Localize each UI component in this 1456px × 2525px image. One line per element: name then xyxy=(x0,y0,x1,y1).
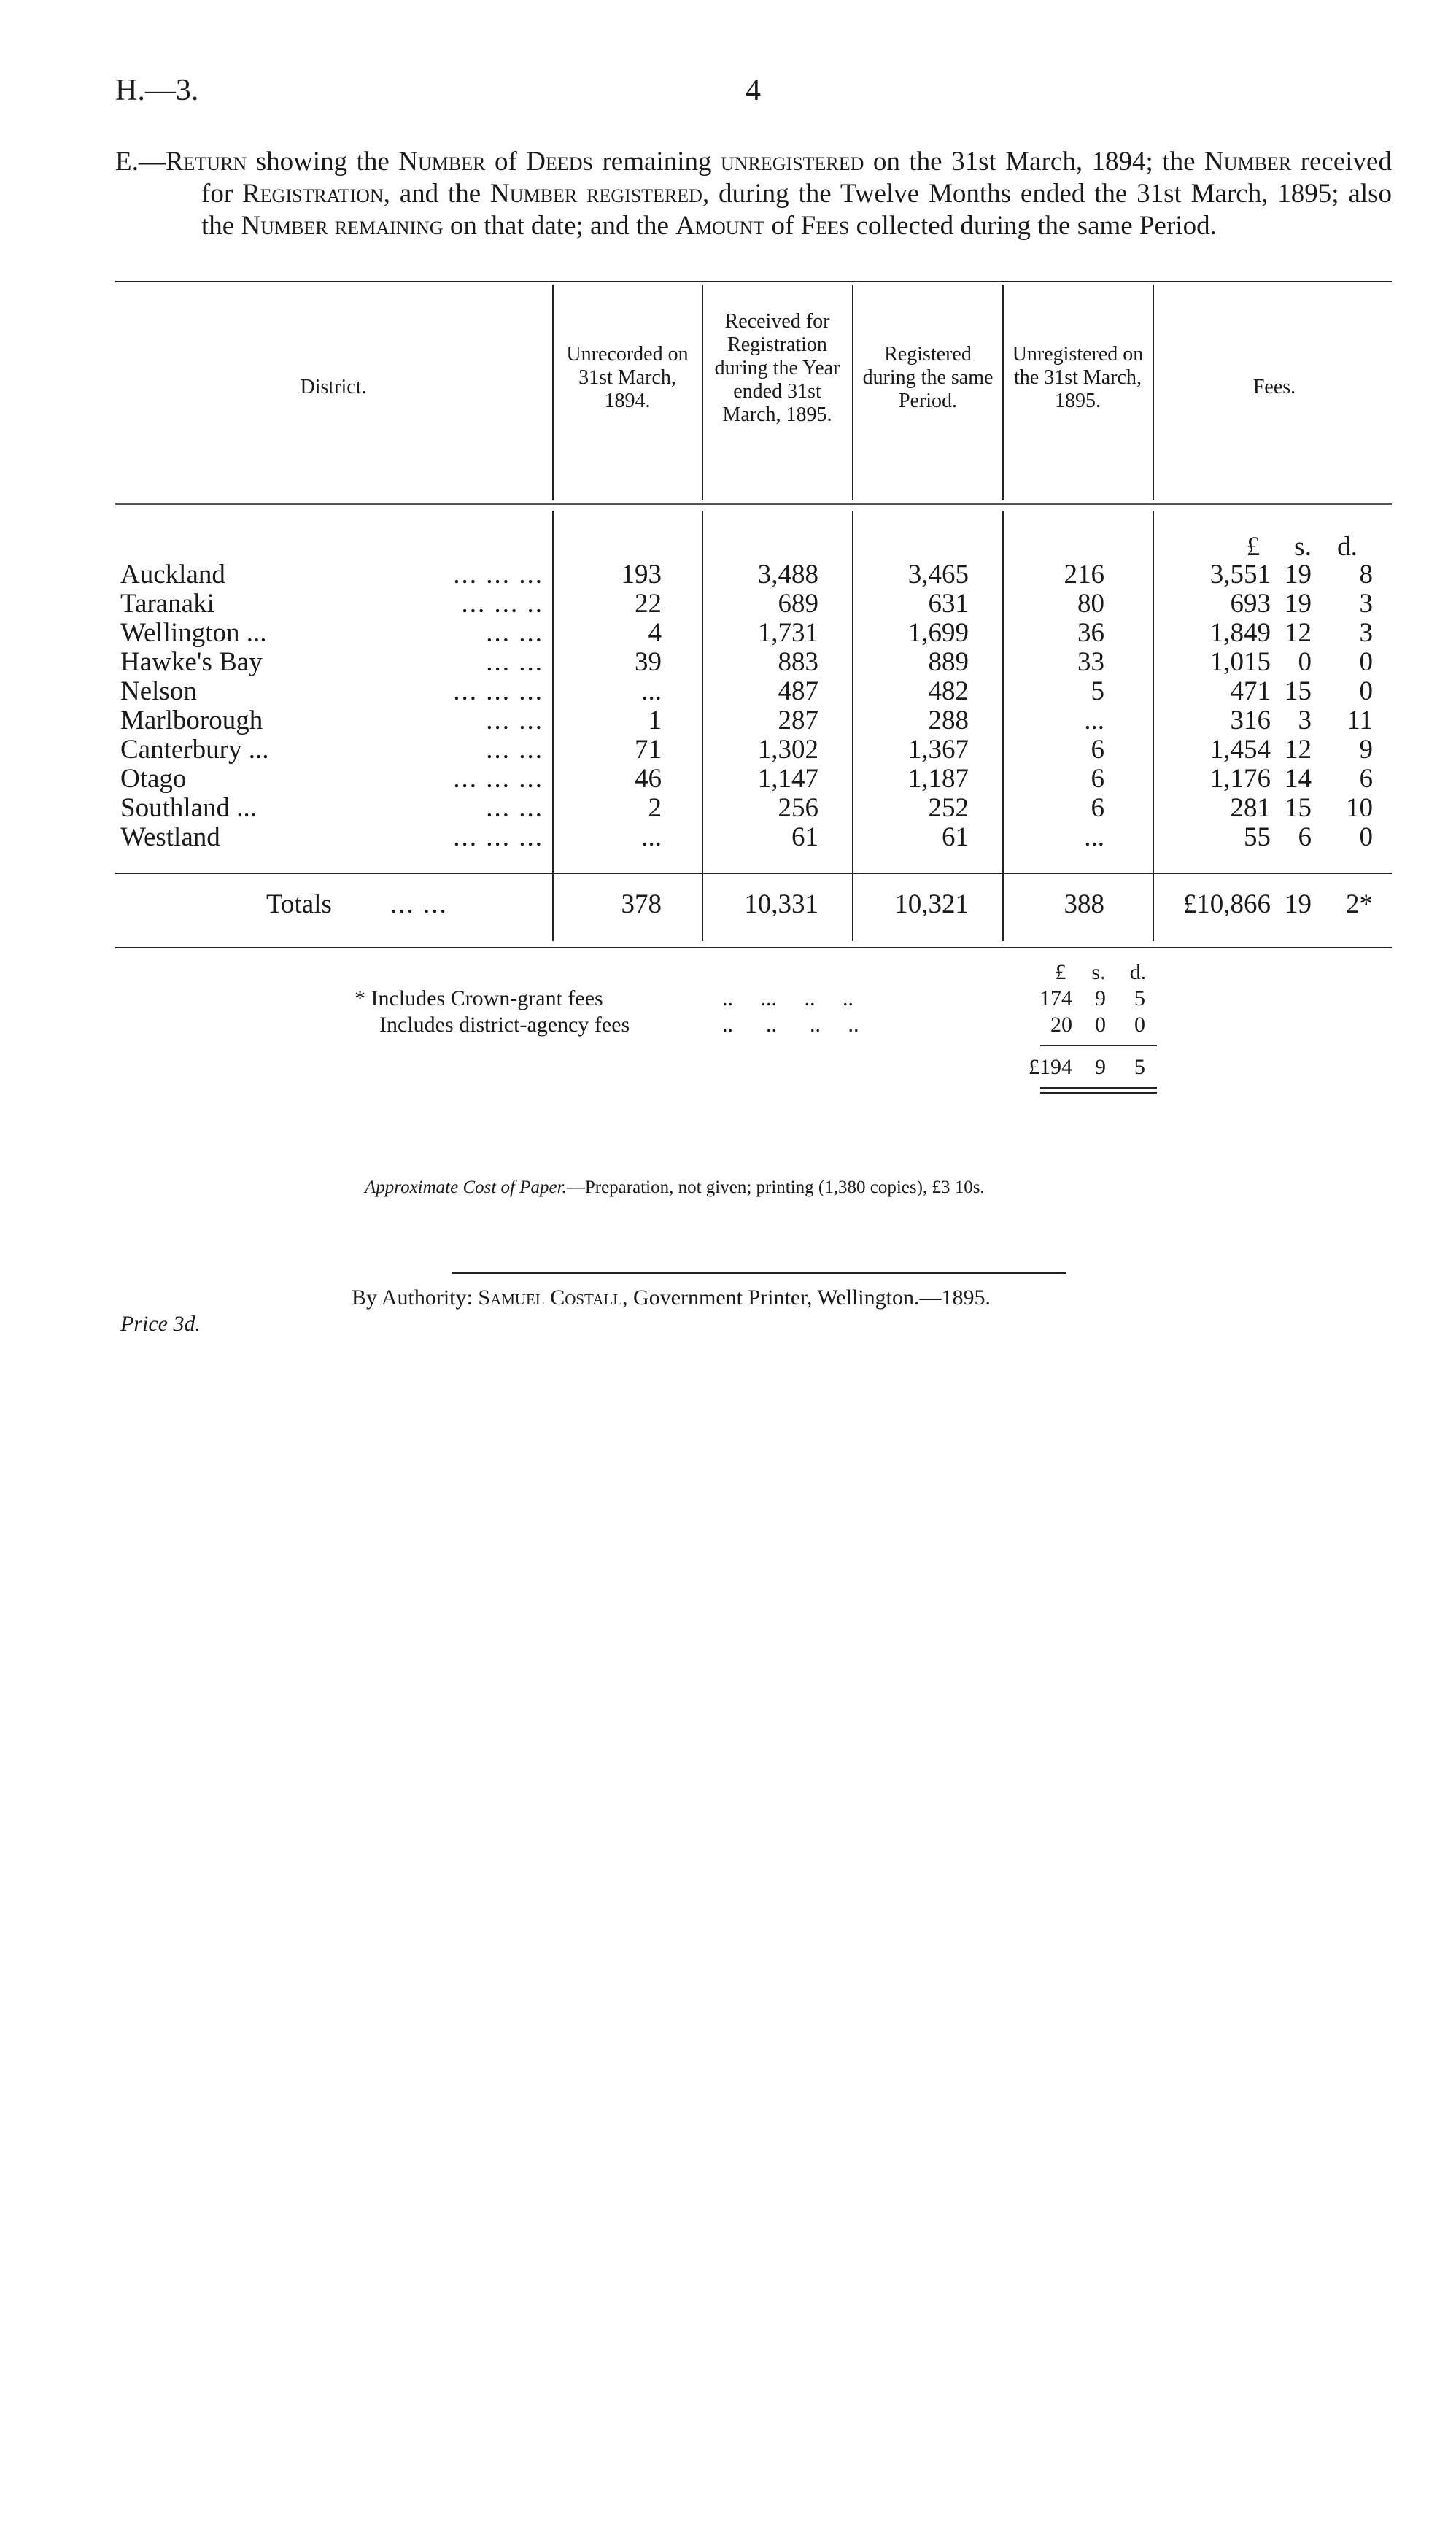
cell-fees-shillings: 0 xyxy=(1298,647,1312,677)
title-prefix: E.— xyxy=(115,147,166,177)
cell-district: Southland ... xyxy=(120,793,257,823)
col-header-fees: Fees. xyxy=(1252,376,1296,398)
footnote-shillings-unit: s. xyxy=(1091,960,1106,984)
title-segment: collected during the same Period. xyxy=(849,211,1217,241)
cell-received: 1,147 xyxy=(757,764,818,794)
cell-registered: 889 xyxy=(928,647,969,677)
cell-fees-pence: 0 xyxy=(1359,676,1373,706)
col-sep-3-head xyxy=(852,285,853,500)
title-segment: , and the xyxy=(383,179,491,209)
cell-registered: 3,465 xyxy=(907,560,969,589)
totals-registered: 10,321 xyxy=(894,889,969,919)
page-number: 4 xyxy=(746,74,761,107)
leader-dots: ... ... xyxy=(486,705,543,735)
cell-unrecorded: 4 xyxy=(648,618,662,648)
col-sep-2-head xyxy=(702,285,703,500)
col-sep-1-head xyxy=(552,285,554,500)
title-segment: Number xyxy=(1204,147,1292,177)
footnote-agency-shillings: 0 xyxy=(1095,1013,1106,1037)
cell-unrecorded: ... xyxy=(641,822,662,852)
cell-fees-pounds: 1,454 xyxy=(1209,735,1271,765)
cell-received: 3,488 xyxy=(757,560,818,589)
price: Price 3d. xyxy=(120,1312,201,1336)
footnote-agency-pence: 0 xyxy=(1134,1013,1145,1037)
cell-unregistered: 36 xyxy=(1077,618,1104,648)
footnote-crown-grant-pence: 5 xyxy=(1134,986,1145,1010)
cell-fees-shillings: 6 xyxy=(1298,822,1312,852)
footnote-agency-dots: .. .. .. .. xyxy=(722,1013,859,1037)
title-segment: on the 31st March, 1894; the xyxy=(864,147,1205,177)
cell-district: Canterbury ... xyxy=(120,735,269,765)
title-body xyxy=(166,147,1392,241)
totals-received: 10,331 xyxy=(744,889,818,919)
leader-dots: ... ... xyxy=(486,647,543,677)
leader-dots: ... ... .. xyxy=(461,589,543,619)
cell-registered: 1,367 xyxy=(907,735,969,765)
cell-unregistered: 6 xyxy=(1091,735,1104,765)
cell-received: 689 xyxy=(778,589,818,619)
title-segment: Number remaining xyxy=(241,211,444,241)
footnote-agency-pounds: 20 xyxy=(1050,1013,1072,1037)
cost-note-text: —Preparation, not given; printing (1,380 copies), £3 10s. xyxy=(566,1178,985,1197)
cell-received: 883 xyxy=(778,647,818,677)
cell-district: Taranaki xyxy=(120,589,214,619)
cost-note-label: Approximate Cost of Paper. xyxy=(365,1178,567,1197)
fees-shillings-unit: s. xyxy=(1294,532,1312,562)
title-segment: Number xyxy=(398,147,486,177)
table-top-rule xyxy=(115,281,1392,282)
table-bottom-rule xyxy=(115,947,1392,948)
footnote-double-rule-bottom xyxy=(1040,1092,1157,1094)
imprint-printer: Samuel Costall xyxy=(478,1285,623,1310)
cell-registered: 288 xyxy=(928,705,969,735)
totals-unregistered: 388 xyxy=(1064,889,1104,919)
cell-fees-shillings: 12 xyxy=(1285,735,1312,765)
title-segment: Fees xyxy=(800,211,850,241)
cell-unregistered: 33 xyxy=(1077,647,1104,677)
cell-district: Auckland xyxy=(120,560,225,589)
cell-unrecorded: 2 xyxy=(648,793,662,823)
cell-unregistered: 80 xyxy=(1077,589,1104,619)
cell-fees-pence: 3 xyxy=(1359,589,1373,619)
imprint-prefix: By Authority: xyxy=(352,1285,479,1310)
col-header-registered: Registered during the same Period. xyxy=(862,343,994,412)
cell-registered: 1,699 xyxy=(907,618,969,648)
footnote-crown-grant-label: * Includes Crown-grant fees xyxy=(355,986,603,1010)
cell-fees-pence: 0 xyxy=(1359,647,1373,677)
cell-registered: 252 xyxy=(928,793,969,823)
cell-fees-shillings: 19 xyxy=(1285,560,1312,589)
title-segment: Deeds xyxy=(526,147,593,177)
leader-dots: ... ... ... xyxy=(453,560,543,589)
cell-unregistered: 216 xyxy=(1064,560,1104,589)
cell-district: Hawke's Bay xyxy=(120,647,263,677)
cell-fees-shillings: 12 xyxy=(1285,618,1312,648)
col-sep-5-head xyxy=(1153,285,1154,500)
footnote-total-shillings: 9 xyxy=(1095,1055,1106,1079)
cell-fees-shillings: 14 xyxy=(1285,764,1312,794)
cell-unregistered: 6 xyxy=(1091,793,1104,823)
col-header-received: Received for Registration during the Year ended 31st March, 1895. xyxy=(714,310,840,426)
cell-fees-shillings: 19 xyxy=(1285,589,1312,619)
cell-fees-pence: 0 xyxy=(1359,822,1373,852)
cell-fees-shillings: 3 xyxy=(1298,705,1312,735)
footnote-agency-label: Includes district-agency fees xyxy=(379,1013,630,1037)
leader-dots: ... ... xyxy=(486,618,543,648)
cell-fees-pounds: 1,176 xyxy=(1209,764,1271,794)
cell-district: Westland xyxy=(120,822,220,852)
fees-pence-unit: d. xyxy=(1337,532,1358,562)
table-title xyxy=(115,146,1392,242)
leader-dots: ... ... ... xyxy=(453,676,543,706)
cell-fees-pence: 3 xyxy=(1359,618,1373,648)
document-reference: H.—3. xyxy=(115,74,199,107)
cell-fees-pounds: 316 xyxy=(1230,705,1271,735)
title-segment: , during the Twelve Months ended the 31st March, 1895; also the xyxy=(201,179,1393,241)
footnote-pounds-unit: £ xyxy=(1055,960,1066,984)
footnote-total-pounds: £194 xyxy=(1029,1055,1072,1079)
cell-unrecorded: 22 xyxy=(635,589,662,619)
cell-fees-pounds: 281 xyxy=(1230,793,1271,823)
cell-received: 287 xyxy=(778,705,818,735)
cell-unregistered: ... xyxy=(1084,822,1104,852)
cell-unregistered: 6 xyxy=(1091,764,1104,794)
cell-unrecorded: 39 xyxy=(635,647,662,677)
title-segment: received for xyxy=(201,147,1392,209)
col-header-district: District. xyxy=(300,376,367,398)
cell-fees-shillings: 15 xyxy=(1285,793,1312,823)
col-sep-4-head xyxy=(1002,285,1004,500)
cell-unregistered: ... xyxy=(1084,705,1104,735)
cell-unrecorded: 46 xyxy=(635,764,662,794)
cell-registered: 61 xyxy=(942,822,969,852)
cell-fees-pence: 11 xyxy=(1347,705,1373,735)
cell-fees-pounds: 1,015 xyxy=(1209,647,1271,677)
footnote-double-rule-top xyxy=(1040,1087,1157,1089)
cell-fees-pounds: 471 xyxy=(1230,676,1271,706)
leader-dots: ... ... xyxy=(486,735,543,765)
imprint-suffix: , Government Printer, Wellington.—1895. xyxy=(622,1285,991,1310)
cell-fees-pounds: 3,551 xyxy=(1209,560,1271,589)
title-segment: on that date; and the xyxy=(443,211,676,241)
title-segment: of xyxy=(764,211,801,241)
leader-dots: ... ... ... xyxy=(453,764,543,794)
title-segment: unregistered xyxy=(720,147,864,177)
cell-fees-pounds: 693 xyxy=(1230,589,1271,619)
totals-pence: 2* xyxy=(1346,889,1373,919)
footnote-sum-rule xyxy=(1040,1045,1157,1046)
cell-fees-pounds: 55 xyxy=(1244,822,1271,852)
totals-leader-dots: ... ... xyxy=(390,889,448,919)
cell-registered: 631 xyxy=(928,589,969,619)
cell-district: Nelson xyxy=(120,676,197,706)
cell-received: 61 xyxy=(791,822,818,852)
col-sep-5 xyxy=(1153,511,1154,941)
footnote-crown-grant-dots: .. ... .. .. xyxy=(722,986,853,1010)
title-segment: Amount xyxy=(675,211,765,241)
cell-district: Otago xyxy=(120,764,187,794)
cell-unrecorded: 193 xyxy=(621,560,662,589)
col-header-unregistered: Unregistered on the 31st March, 1895. xyxy=(1012,343,1144,412)
fees-pounds-unit: £ xyxy=(1246,532,1261,562)
title-segment: showing the xyxy=(247,147,399,177)
cell-received: 487 xyxy=(778,676,818,706)
cell-unrecorded: 1 xyxy=(648,705,662,735)
footnote-crown-grant-pounds: 174 xyxy=(1039,986,1072,1010)
totals-shillings: 19 xyxy=(1285,889,1312,919)
cell-fees-pence: 10 xyxy=(1346,793,1373,823)
cell-unregistered: 5 xyxy=(1091,676,1104,706)
cell-registered: 1,187 xyxy=(907,764,969,794)
footnote-pence-unit: d. xyxy=(1129,960,1147,984)
imprint xyxy=(352,1285,991,1310)
totals-pounds: £10,866 xyxy=(1182,889,1271,919)
footnote-total-pence: 5 xyxy=(1134,1055,1145,1079)
title-segment: Number registered xyxy=(490,179,702,209)
cell-district: Marlborough xyxy=(120,705,263,735)
cell-received: 1,731 xyxy=(757,618,818,648)
totals-top-rule xyxy=(115,873,1392,874)
cell-fees-pence: 6 xyxy=(1359,764,1373,794)
title-segment: of xyxy=(485,147,527,177)
title-segment: Registration xyxy=(241,179,384,209)
cell-received: 1,302 xyxy=(757,735,818,765)
cell-received: 256 xyxy=(778,793,818,823)
totals-unrecorded: 378 xyxy=(621,889,662,919)
leader-dots: ... ... xyxy=(486,793,543,823)
cell-fees-pounds: 1,849 xyxy=(1209,618,1271,648)
cell-unrecorded: ... xyxy=(641,676,662,706)
header-bottom-rule xyxy=(115,503,1392,505)
footnote-crown-grant-shillings: 9 xyxy=(1095,986,1106,1010)
cell-fees-pence: 8 xyxy=(1359,560,1373,589)
leader-dots: ... ... ... xyxy=(453,822,543,852)
title-segment: remaining xyxy=(593,147,721,177)
cell-unrecorded: 71 xyxy=(635,735,662,765)
imprint-rule xyxy=(452,1272,1066,1274)
cell-fees-pence: 9 xyxy=(1359,735,1373,765)
cell-registered: 482 xyxy=(928,676,969,706)
cell-district: Wellington ... xyxy=(120,618,267,648)
col-header-unrecorded: Unrecorded on 31st March, 1894. xyxy=(566,343,689,412)
totals-label: Totals xyxy=(266,889,332,919)
cost-of-paper-note xyxy=(365,1178,985,1198)
cell-fees-shillings: 15 xyxy=(1285,676,1312,706)
title-segment: Return xyxy=(165,147,247,177)
